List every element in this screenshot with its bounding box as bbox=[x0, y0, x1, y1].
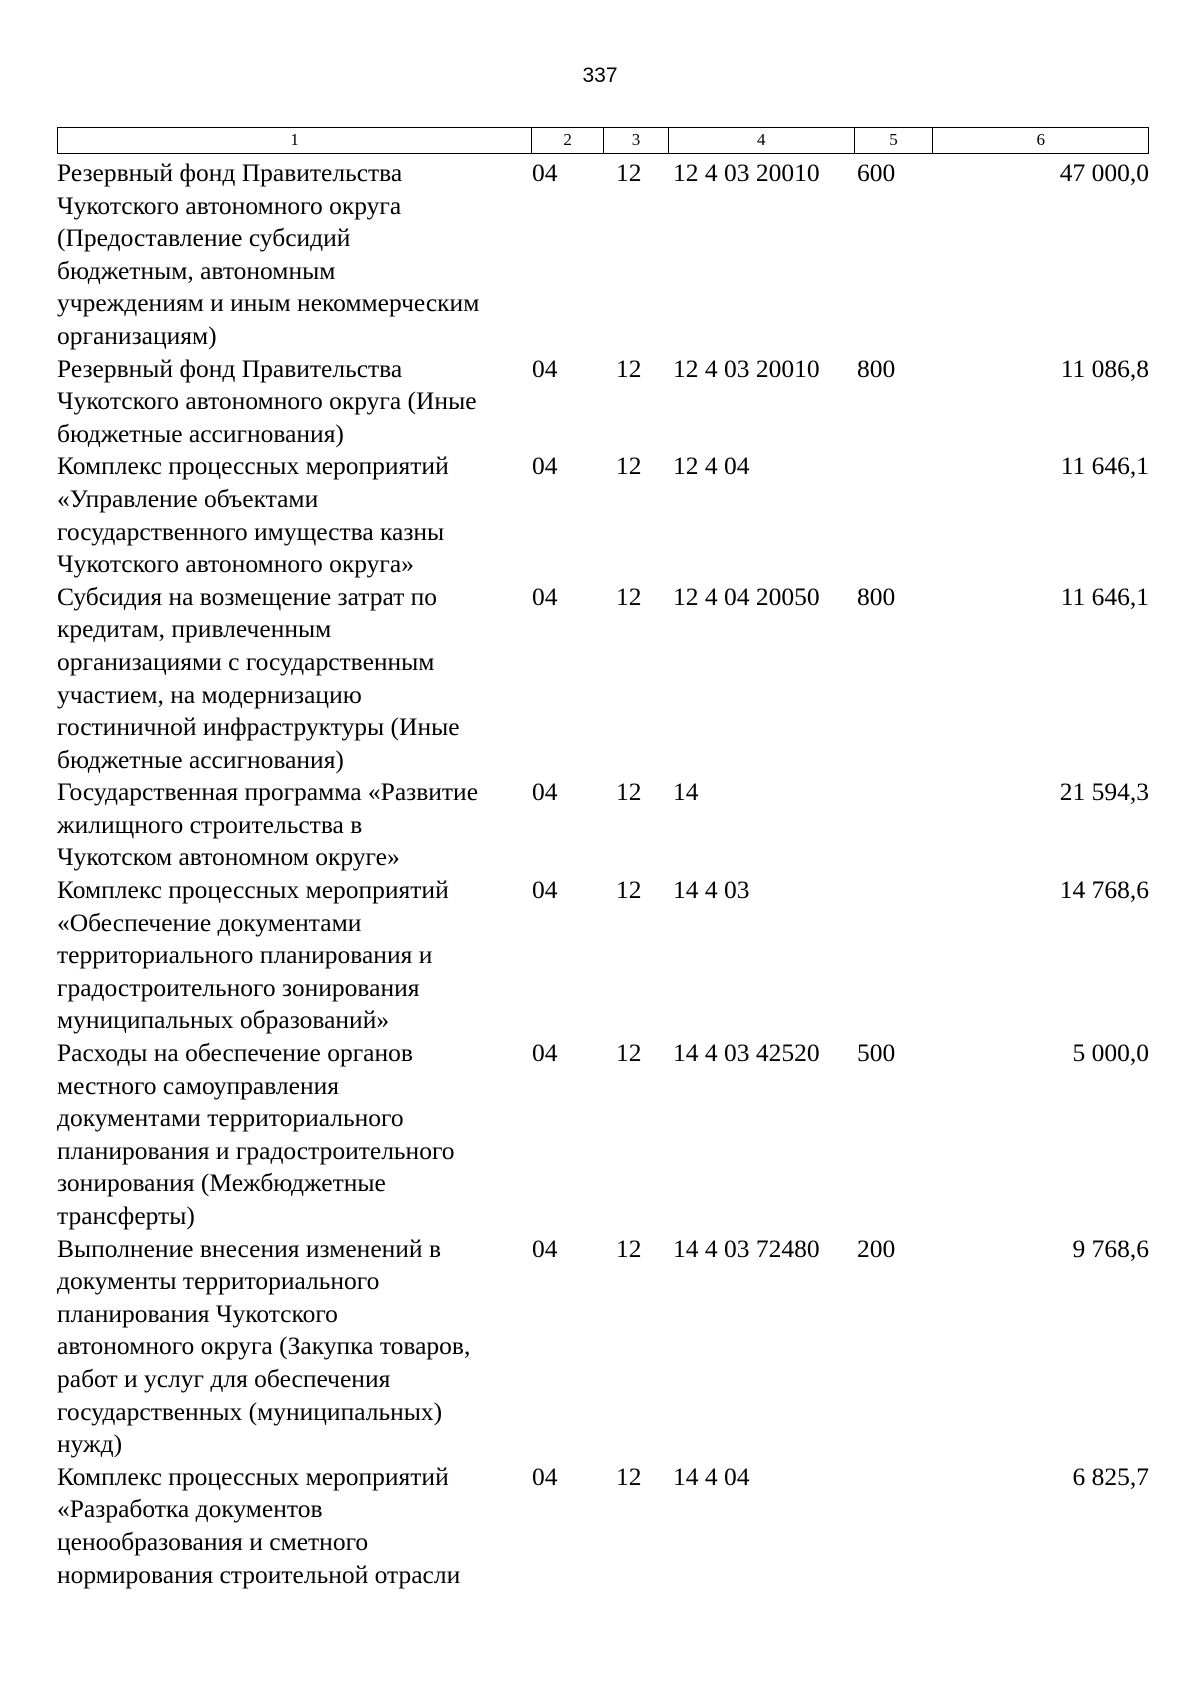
description-line: Субсидия на возмещение затрат по bbox=[57, 581, 438, 611]
description-line: государственного имущества казны bbox=[57, 516, 445, 546]
description-line: гостиничной инфраструктуры (Иные bbox=[57, 712, 460, 742]
description-line: Расходы на обеспечение органов bbox=[57, 1038, 413, 1068]
table-row bbox=[57, 1233, 1149, 1461]
header-col-3: 3 bbox=[604, 128, 669, 153]
description-line: документы территориального bbox=[57, 1266, 380, 1296]
table-header bbox=[57, 127, 1149, 154]
section-code: 04 bbox=[532, 353, 558, 383]
description-line: градостроительного зонирования bbox=[57, 972, 420, 1002]
table-row bbox=[57, 353, 1149, 451]
description-line: жилищного строительства в bbox=[57, 809, 363, 839]
expense-type-code bbox=[855, 1461, 934, 1591]
description-line: Выполнение внесения изменений в bbox=[57, 1233, 441, 1263]
amount-value: 6 825,7 bbox=[1072, 1461, 1149, 1491]
description-line: «Обеспечение документами bbox=[57, 907, 362, 937]
row-description bbox=[57, 1233, 532, 1461]
target-article-code: 14 4 03 72480 bbox=[673, 1233, 820, 1263]
row-description bbox=[57, 874, 532, 1037]
row-description bbox=[57, 1037, 532, 1233]
description-line: Чукотского автономного округа bbox=[57, 190, 402, 220]
subsection-code: 12 bbox=[616, 875, 642, 905]
target-article-code: 12 4 03 20010 bbox=[673, 158, 820, 187]
target-article-code: 14 bbox=[673, 777, 699, 807]
section-code: 04 bbox=[532, 581, 558, 611]
row-description bbox=[57, 1461, 532, 1591]
description-line: Комплекс процессных мероприятий bbox=[57, 1461, 449, 1491]
expense-type-code bbox=[855, 776, 934, 874]
description-line: участием, на модернизацию bbox=[57, 679, 362, 709]
page-number: 337 bbox=[582, 64, 618, 87]
header-col-1: 1 bbox=[58, 128, 532, 153]
section-code: 04 bbox=[532, 777, 558, 807]
description-line: Комплекс процессных мероприятий bbox=[57, 875, 449, 905]
description-line: Чукотском автономном округе» bbox=[57, 842, 400, 872]
description-line: «Управление объектами bbox=[57, 483, 319, 513]
description-line: Комплекс процессных мероприятий bbox=[57, 451, 449, 481]
row-description bbox=[57, 450, 532, 580]
amount-value: 11 646,1 bbox=[1060, 581, 1149, 611]
target-article-code: 12 4 04 20050 bbox=[673, 581, 820, 611]
row-description bbox=[57, 776, 532, 874]
expense-type-code: 600 bbox=[857, 158, 896, 187]
expense-type-code: 800 bbox=[857, 353, 896, 383]
section-code: 04 bbox=[532, 1461, 558, 1491]
description-line: организациями с государственным bbox=[57, 646, 435, 676]
description-line: (Предоставление субсидий bbox=[57, 223, 351, 253]
section-code: 04 bbox=[532, 451, 558, 481]
description-line: работ и услуг для обеспечения bbox=[57, 1363, 391, 1393]
expense-type-code: 800 bbox=[857, 581, 896, 611]
table-row bbox=[57, 1037, 1149, 1233]
subsection-code: 12 bbox=[616, 451, 642, 481]
description-line: организациям) bbox=[57, 320, 217, 350]
amount-value: 11 646,1 bbox=[1060, 451, 1149, 481]
description-line: бюджетные ассигнования) bbox=[57, 744, 344, 774]
description-line: «Разработка документов bbox=[57, 1494, 323, 1524]
section-code: 04 bbox=[532, 1233, 558, 1263]
subsection-code: 12 bbox=[616, 1461, 642, 1491]
table-body bbox=[57, 157, 1149, 1591]
description-line: учреждениям и иным некоммерческим bbox=[57, 288, 480, 318]
table-row bbox=[57, 450, 1149, 580]
description-line: планирования и градостроительного bbox=[57, 1135, 455, 1165]
description-line: Чукотского автономного округа (Иные bbox=[57, 386, 477, 416]
subsection-code: 12 bbox=[616, 1233, 642, 1263]
description-line: государственных (муниципальных) bbox=[57, 1396, 443, 1426]
table-row bbox=[57, 1461, 1149, 1591]
description-line: планирования Чукотского bbox=[57, 1298, 338, 1328]
target-article-code: 14 4 04 bbox=[673, 1461, 750, 1491]
description-line: ценообразования и сметного bbox=[57, 1526, 369, 1556]
description-line: документами территориального bbox=[57, 1103, 404, 1133]
subsection-code: 12 bbox=[616, 158, 642, 187]
description-line: Резервный фонд Правительства bbox=[57, 353, 403, 383]
amount-value: 14 768,6 bbox=[1059, 875, 1149, 905]
target-article-code: 14 4 03 bbox=[673, 875, 750, 905]
description-line: Государственная программа «Развитие bbox=[57, 777, 479, 807]
header-col-6: 6 bbox=[1036, 130, 1045, 149]
table-row bbox=[57, 874, 1149, 1037]
description-line: муниципальных образований» bbox=[57, 1005, 390, 1035]
amount-value: 11 086,8 bbox=[1060, 353, 1149, 383]
description-line: нормирования строительной отрасли bbox=[57, 1559, 461, 1589]
description-line: трансферты) bbox=[57, 1201, 195, 1230]
description-line: местного самоуправления bbox=[57, 1070, 339, 1100]
row-description bbox=[57, 353, 532, 451]
expense-type-code bbox=[855, 874, 934, 1037]
target-article-code: 12 4 03 20010 bbox=[673, 353, 820, 383]
section-code: 04 bbox=[532, 158, 558, 187]
section-code: 04 bbox=[532, 1038, 558, 1068]
expense-type-code: 200 bbox=[857, 1233, 896, 1263]
header-col-4: 4 bbox=[669, 128, 855, 153]
description-line: нужд) bbox=[57, 1429, 123, 1459]
expense-type-code: 500 bbox=[857, 1038, 896, 1068]
header-col-5: 5 bbox=[855, 128, 934, 153]
subsection-code: 12 bbox=[616, 1038, 642, 1068]
amount-value: 9 768,6 bbox=[1072, 1233, 1149, 1263]
target-article-code: 14 4 03 42520 bbox=[673, 1038, 820, 1068]
table-row bbox=[57, 776, 1149, 874]
table-row bbox=[57, 581, 1149, 777]
description-line: территориального планирования и bbox=[57, 940, 433, 970]
subsection-code: 12 bbox=[616, 353, 642, 383]
amount-value: 47 000,0 bbox=[1059, 158, 1149, 187]
row-description bbox=[57, 157, 532, 353]
header-col-2: 2 bbox=[532, 128, 604, 153]
amount-value: 21 594,3 bbox=[1059, 777, 1149, 807]
subsection-code: 12 bbox=[616, 581, 642, 611]
description-line: автономного округа (Закупка товаров, bbox=[57, 1331, 471, 1361]
description-line: Резервный фонд Правительства bbox=[57, 158, 403, 187]
expense-type-code bbox=[855, 450, 934, 580]
amount-value: 5 000,0 bbox=[1072, 1038, 1149, 1068]
description-line: бюджетным, автономным bbox=[57, 255, 336, 285]
description-line: зонирования (Межбюджетные bbox=[57, 1168, 386, 1198]
section-code: 04 bbox=[532, 875, 558, 905]
row-description bbox=[57, 581, 532, 777]
target-article-code: 12 4 04 bbox=[673, 451, 750, 481]
description-line: Чукотского автономного округа» bbox=[57, 549, 414, 579]
description-line: кредитам, привлеченным bbox=[57, 614, 332, 644]
subsection-code: 12 bbox=[616, 777, 642, 807]
description-line: бюджетные ассигнования) bbox=[57, 418, 344, 448]
table-row bbox=[57, 157, 1149, 353]
